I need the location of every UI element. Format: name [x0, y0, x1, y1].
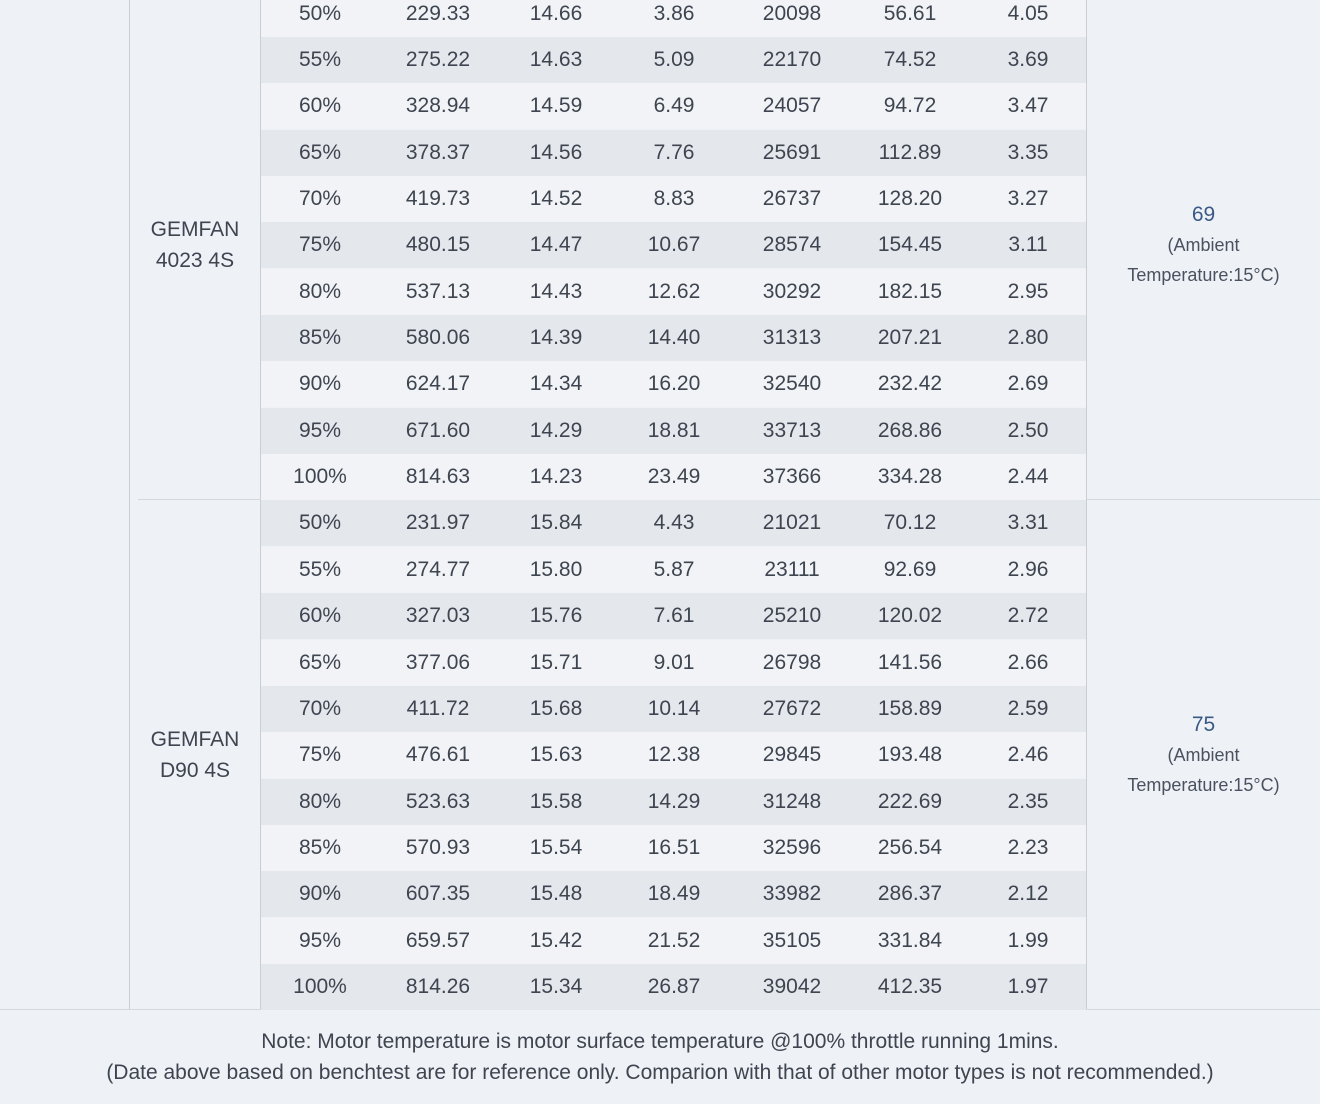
table-cell: 14.63	[529, 47, 583, 71]
table-cell: 50%	[298, 1, 342, 25]
table-cell: 378.37	[405, 140, 471, 164]
table-row	[261, 222, 1086, 268]
table-cell: 3.47	[1007, 94, 1049, 118]
table-cell: 12.62	[647, 279, 701, 303]
table-cell: 14.52	[529, 186, 583, 210]
table-row	[261, 640, 1086, 686]
table-cell: 25210	[762, 604, 822, 628]
table-cell: 286.37	[877, 882, 943, 906]
table-cell: 26798	[762, 650, 822, 674]
table-cell: 74.52	[883, 47, 937, 71]
model-name-line: D90 4S	[159, 759, 231, 782]
table-cell: 27672	[762, 696, 822, 720]
table-cell: 12.38	[647, 743, 701, 767]
table-row	[261, 779, 1086, 825]
table-cell: 7.61	[653, 604, 695, 628]
table-cell: 3.11	[1008, 233, 1048, 257]
table-cell: 480.15	[405, 233, 471, 257]
table-cell: 377.06	[405, 650, 471, 674]
table-row	[261, 269, 1086, 315]
table-cell: 90%	[298, 372, 342, 396]
table-cell: 2.66	[1007, 650, 1049, 674]
table-cell: 5.87	[653, 557, 695, 581]
table-cell: 75%	[298, 233, 342, 257]
table-cell: 14.56	[529, 140, 583, 164]
table-cell: 14.40	[647, 326, 701, 350]
table-cell: 75%	[298, 743, 342, 767]
table-cell: 128.20	[877, 186, 943, 210]
model-name-2	[130, 724, 260, 786]
table-row	[261, 732, 1086, 778]
table-cell: 85%	[298, 835, 342, 859]
table-cell: 95%	[298, 928, 342, 952]
table-cell: 23.49	[647, 465, 701, 489]
table-cell: 2.23	[1007, 835, 1049, 859]
table-row	[261, 130, 1086, 176]
table-cell: 15.58	[529, 789, 583, 813]
table-row	[261, 964, 1086, 1010]
table-cell: 92.69	[883, 557, 937, 581]
table-cell: 65%	[298, 140, 342, 164]
table-cell: 15.84	[529, 511, 583, 535]
table-cell: 21.52	[647, 928, 701, 952]
table-cell: 256.54	[877, 835, 943, 859]
table-cell: 2.44	[1007, 465, 1049, 489]
table-cell: 31313	[762, 326, 822, 350]
table-cell: 229.33	[405, 1, 471, 25]
table-cell: 55%	[298, 47, 342, 71]
table-cell: 207.21	[877, 326, 943, 350]
table-cell: 232.42	[877, 372, 943, 396]
table-cell: 14.59	[529, 94, 583, 118]
table-cell: 26.87	[647, 975, 701, 999]
table-cell: 328.94	[405, 94, 471, 118]
table-row	[261, 454, 1086, 500]
table-cell: 4.43	[653, 511, 695, 535]
table-cell: 274.77	[405, 557, 471, 581]
table-cell: 14.34	[529, 372, 583, 396]
ambient-label: (Ambient	[1167, 235, 1240, 255]
table-row	[261, 361, 1086, 407]
table-row	[261, 176, 1086, 222]
table-cell: 1.99	[1007, 928, 1049, 952]
footnote	[0, 1026, 1320, 1088]
table-cell: 50%	[298, 511, 342, 535]
table-row	[261, 37, 1086, 83]
table-cell: 14.43	[529, 279, 583, 303]
table-cell: 2.96	[1007, 557, 1049, 581]
table-cell: 222.69	[877, 789, 943, 813]
table-cell: 15.42	[529, 928, 583, 952]
table-cell: 60%	[298, 94, 342, 118]
table-cell: 15.80	[529, 557, 583, 581]
table-cell: 90%	[298, 882, 342, 906]
table-cell: 18.49	[647, 882, 701, 906]
table-row	[261, 408, 1086, 454]
table-cell: 18.81	[647, 418, 701, 442]
table-cell: 2.95	[1007, 279, 1049, 303]
motor-temperature-2	[1087, 709, 1320, 800]
table-cell: 85%	[298, 326, 342, 350]
table-cell: 37366	[762, 465, 822, 489]
table-cell: 523.63	[405, 789, 471, 813]
table-row	[261, 686, 1086, 732]
table-cell: 537.13	[405, 279, 471, 303]
table-cell: 2.46	[1007, 743, 1049, 767]
table-cell: 65%	[298, 650, 342, 674]
table-cell: 80%	[298, 279, 342, 303]
footnote-line-2: (Date above based on benchtest are for reference only. Comparion with that of other motor types is not recommended.)	[106, 1061, 1214, 1084]
table-cell: 7.76	[653, 140, 695, 164]
table-row	[261, 83, 1086, 129]
table-cell: 268.86	[877, 418, 943, 442]
table-cell: 2.12	[1007, 882, 1049, 906]
table-cell: 15.48	[529, 882, 583, 906]
table-row	[261, 0, 1086, 37]
table-cell: 100%	[293, 465, 347, 489]
table-cell: 476.61	[405, 743, 471, 767]
table-cell: 334.28	[877, 465, 943, 489]
model-name-line: GEMFAN	[150, 218, 240, 241]
table-cell: 14.47	[529, 233, 583, 257]
table-cell: 570.93	[405, 835, 471, 859]
table-row	[261, 547, 1086, 593]
table-row	[261, 871, 1086, 917]
table-cell: 31248	[762, 789, 822, 813]
ambient-label: (Ambient	[1167, 745, 1240, 765]
table-cell: 80%	[298, 789, 342, 813]
table-cell: 15.68	[529, 696, 583, 720]
table-cell: 60%	[298, 604, 342, 628]
table-cell: 15.54	[529, 835, 583, 859]
table-cell: 327.03	[405, 604, 471, 628]
table-cell: 112.89	[878, 140, 942, 164]
table-cell: 5.09	[653, 47, 695, 71]
table-cell: 16.51	[647, 835, 701, 859]
table-cell: 3.86	[653, 1, 695, 25]
table-cell: 814.26	[405, 975, 471, 999]
table-cell: 8.83	[653, 186, 695, 210]
model-name-1	[130, 214, 260, 276]
table-cell: 9.01	[653, 650, 695, 674]
table-cell: 95%	[298, 418, 342, 442]
table-cell: 580.06	[405, 326, 471, 350]
table-cell: 10.67	[647, 233, 701, 257]
table-cell: 419.73	[405, 186, 471, 210]
table-row	[261, 500, 1086, 546]
model-name-line: GEMFAN	[150, 728, 240, 751]
table-cell: 411.72	[406, 696, 470, 720]
footnote-line-1: Note: Motor temperature is motor surface temperature @100% throttle running 1mins.	[261, 1030, 1059, 1053]
table-cell: 193.48	[877, 743, 943, 767]
table-cell: 2.72	[1007, 604, 1049, 628]
table-cell: 22170	[762, 47, 822, 71]
column-divider	[129, 0, 130, 1010]
table-cell: 70%	[298, 186, 342, 210]
table-cell: 39042	[762, 975, 822, 999]
table-cell: 331.84	[877, 928, 943, 952]
table-cell: 33982	[762, 882, 822, 906]
table-cell: 16.20	[647, 372, 701, 396]
table-cell: 23111	[764, 557, 820, 581]
table-cell: 2.69	[1007, 372, 1049, 396]
table-row	[261, 315, 1086, 361]
table-cell: 20098	[762, 1, 822, 25]
table-cell: 231.97	[405, 511, 471, 535]
table-cell: 28574	[762, 233, 822, 257]
table-cell: 141.56	[877, 650, 943, 674]
table-cell: 659.57	[405, 928, 471, 952]
table-cell: 14.29	[529, 418, 583, 442]
table-cell: 120.02	[877, 604, 943, 628]
table-cell: 14.39	[529, 326, 583, 350]
table-cell: 10.14	[647, 696, 701, 720]
table-cell: 624.17	[405, 372, 471, 396]
table-cell: 182.15	[877, 279, 943, 303]
table-cell: 3.31	[1007, 511, 1049, 535]
table-cell: 158.89	[877, 696, 943, 720]
table-cell: 6.49	[653, 94, 695, 118]
table-cell: 26737	[762, 186, 822, 210]
table-cell: 607.35	[405, 882, 471, 906]
table-cell: 24057	[762, 94, 822, 118]
table-cell: 56.61	[883, 1, 937, 25]
table-cell: 33713	[762, 418, 822, 442]
table-cell: 70%	[298, 696, 342, 720]
table-row	[261, 918, 1086, 964]
table-cell: 1.97	[1007, 975, 1049, 999]
table-cell: 30292	[762, 279, 822, 303]
table-cell: 15.63	[529, 743, 583, 767]
table-cell: 55%	[298, 557, 342, 581]
table-cell: 814.63	[405, 465, 471, 489]
table-cell: 15.34	[529, 975, 583, 999]
ambient-temperature: Temperature:15°C)	[1127, 265, 1280, 285]
table-cell: 35105	[762, 928, 822, 952]
table-cell: 14.23	[529, 465, 583, 489]
table-cell: 2.80	[1007, 326, 1049, 350]
table-row	[261, 825, 1086, 871]
table-cell: 29845	[762, 743, 822, 767]
group-divider	[1087, 499, 1320, 500]
table-cell: 2.35	[1007, 789, 1049, 813]
table-cell: 154.45	[877, 233, 943, 257]
table-cell: 25691	[762, 140, 822, 164]
table-cell: 2.50	[1007, 418, 1049, 442]
table-cell: 4.05	[1007, 1, 1049, 25]
table-cell: 21021	[762, 511, 822, 535]
table-cell: 412.35	[877, 975, 943, 999]
table-cell: 14.29	[647, 789, 701, 813]
table-cell: 94.72	[883, 94, 937, 118]
table-cell: 32596	[762, 835, 822, 859]
temperature-value: 69	[1191, 203, 1216, 226]
table-cell: 671.60	[405, 418, 471, 442]
table-cell: 3.69	[1007, 47, 1049, 71]
table-cell: 2.59	[1007, 696, 1049, 720]
table-cell: 100%	[293, 975, 347, 999]
model-name-line: 4023 4S	[155, 249, 235, 272]
table-cell: 15.71	[529, 650, 583, 674]
table-row	[261, 593, 1086, 639]
table-cell: 32540	[762, 372, 822, 396]
table-cell: 70.12	[883, 511, 937, 535]
motor-temperature-1	[1087, 199, 1320, 290]
table-cell: 3.27	[1007, 186, 1049, 210]
table-cell: 3.35	[1007, 140, 1049, 164]
table-cell: 15.76	[529, 604, 583, 628]
table-cell: 275.22	[405, 47, 471, 71]
temperature-value: 75	[1191, 713, 1216, 736]
ambient-temperature: Temperature:15°C)	[1127, 775, 1280, 795]
table-cell: 14.66	[529, 1, 583, 25]
group-divider	[138, 499, 261, 500]
